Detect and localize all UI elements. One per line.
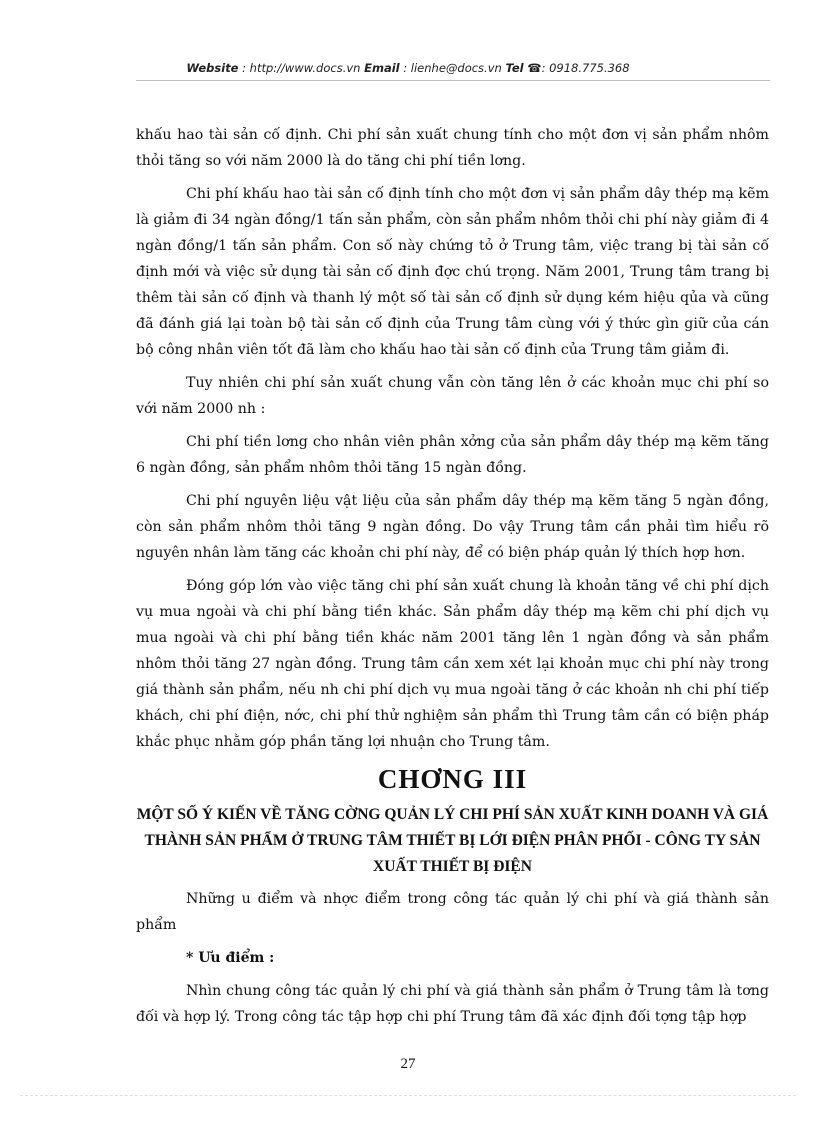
- chapter-heading: CHƠNG III: [377, 764, 528, 794]
- page-number: 27: [400, 1056, 416, 1072]
- tel-label: Tel: [505, 61, 524, 75]
- website-value: : http://www.docs.vn: [242, 61, 361, 75]
- header-divider: [136, 80, 770, 81]
- paragraph-2: Chi phí khấu hao tài sản cố định tính cho một đơn vị sản phẩm dây thép mạ kẽm là giảm đi 34 ngàn đồng/1 tấn sản phẩm, còn sản phẩm nhôm thỏi chi phí này giảm đi 4 ngàn đồng/1 tấn sản phẩm. Con số này chứng tỏ ở Trung tâm, việc trang bị tài sản cố định mới và việc sử dụng tài sản cố định đợc chú trọng. Năm 2001, Trung tâm trang bị thêm tài sản cố định và thanh lý một số tài sản cố định sử dụng kém hiệu qủa và cũng đã đánh giá lại toàn bộ tài sản cố định của Trung tâm cùng với ý thức gìn giữ của cán bộ công nhân viên tốt đã làm cho khấu hao tài sản cố định của Trung tâm giảm đi.: [136, 186, 769, 358]
- paragraph-1: khấu hao tài sản cố định. Chi phí sản xuất chung tính cho một đơn vị sản phẩm nhôm thỏi tăng so với năm 2000 là do tăng chi phí tiền lơng.: [136, 127, 769, 169]
- document-body: [136, 122, 769, 1037]
- tel-value: : 0918.775.368: [541, 61, 630, 75]
- advantages-subheading: * Ưu điểm :: [186, 950, 275, 966]
- page-header: [0, 61, 816, 75]
- paragraph-3: Tuy nhiên chi phí sản xuất chung vẫn còn tăng lên ở các khoản mục chi phí so với năm 2000 nh :: [136, 375, 769, 417]
- paragraph-last: Nhìn chung công tác quản lý chi phí và giá thành sản phẩm ở Trung tâm là tơng đối và hợp lý. Trong công tác tập hợp chi phí Trung tâm đã xác định đối tợng tập hợp: [136, 983, 769, 1025]
- section-intro: Những u điểm và nhợc điểm trong công tác quản lý chi phí và giá thành sản phẩm: [136, 891, 769, 933]
- phone-icon: ☎: [527, 61, 542, 75]
- paragraph-4: Chi phí tiền lơng cho nhân viên phân xởng của sản phẩm dây thép mạ kẽm tăng 6 ngàn đồng, sản phẩm nhôm thỏi tăng 15 ngàn đồng.: [136, 434, 769, 476]
- paragraph-5: Chi phí nguyên liệu vật liệu của sản phẩm dây thép mạ kẽm tăng 5 ngàn đồng, còn sản phẩm nhôm thỏi tăng 9 ngàn đồng. Do vậy Trung tâm cần phải tìm hiểu rõ nguyên nhân làm tăng các khoản chi phí này, để có biện pháp quản lý thích hợp hơn.: [136, 493, 769, 561]
- website-label: Website: [186, 61, 239, 75]
- page-bottom-divider: [20, 1095, 796, 1096]
- email-label: Email: [364, 61, 400, 75]
- paragraph-6: Đóng góp lớn vào việc tăng chi phí sản xuất chung là khoản tăng về chi phí dịch vụ mua ngoài và chi phí bằng tiền khác. Sản phẩm dây thép mạ kẽm chi phí dịch vụ mua ngoài và chi phí bằng tiền khác năm 2001 tăng lên 1 ngàn đồng và sản phẩm nhôm thỏi tăng 27 ngàn đồng. Trung tâm cần xem xét lại khoản mục chi phí này trong giá thành sản phẩm, nếu nh chi phí dịch vụ mua ngoài tăng ở các khoản nh chi phí tiếp khách, chi phí điện, nớc, chi phí thử nghiệm sản phẩm thì Trung tâm cần có biện pháp khắc phục nhằm góp phần tăng lợi nhuận cho Trung tâm.: [136, 578, 769, 750]
- chapter-title: MỘT SỐ Ý KIẾN VỀ TĂNG CỜNG QUẢN LÝ CHI PHÍ SẢN XUẤT KINH DOANH VÀ GIÁ THÀNH SẢN PHẨM Ở TRUNG TÂM THIẾT BỊ LỚI ĐIỆN PHÂN PHỐI - CÔNG TY SẢN XUẤT THIẾT BỊ ĐIỆN: [136, 806, 769, 875]
- email-value: : lienhe@docs.vn: [403, 61, 502, 75]
